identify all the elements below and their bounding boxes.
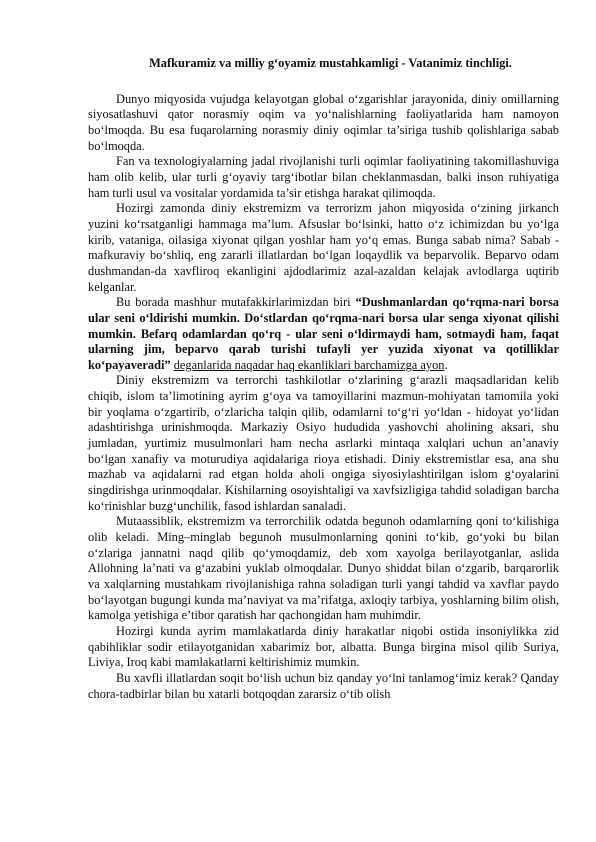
quote-lead: Bu borada mashhur mutafakkirlarimizdan biri — [116, 295, 356, 310]
paragraph-quote — [88, 295, 559, 373]
document-title: Mafkuramiz va milliy g‘oyamiz mustahkamligi - Vatanimiz tinchligi. — [149, 56, 512, 70]
paragraph: Dunyo miqyosida vujudga kelayotgan global o‘zgarishlar jarayonida, diniy omillarning siyosatlashuvi qator norasmiy oqim va yo‘nalishlarning faoliyatlarida ham namoyon bo‘lmoqda. Bu esa fuqarolarning norasmiy diniy oqimlar ta’siriga tushib qolishlariga sabab bo‘lmoqda. — [88, 91, 559, 153]
underlined-text: deganlarida naqadar haq ekanliklari barchamizga ayon — [173, 357, 445, 372]
paragraph: Bu xavfli illatlardan soqit bo‘lish uchun biz qanday yo‘lni tanlamog‘imiz kerak? Qanday chora-tadbirlar bilan bu xatarli botqoqdan zararsiz o‘tib olish — [88, 670, 559, 701]
paragraph: Mutaassiblik, ekstremizm va terrorchilik odatda begunoh odamlarning qoni to‘kilishiga olib keladi. Ming–minglab begunoh musulmonlarning qonini to‘kib, go‘yoki bu bilan o‘zlariga jannatni naqd qilib qo‘ymoqdamiz, deb xom xayolga berilayotganlar, aslida Allohning la’nati va g‘azabini yuklab olmoqdalar. Dunyo shiddat bilan o‘zgarib, barqarorlik va xalqlarning mustahkam rivojlanishiga rahna soladigan turli yangi tahdid va xavflar paydo bo‘layotgan bugungi kunda ma’naviyat va ma’rifatga, axloqiy tarbiya, yoshlarning bilim olish, kamolga yetishiga e’tibor qaratish har qachongidan ham muhimdir. — [88, 514, 559, 623]
quote-tail: . — [444, 357, 448, 372]
paragraph: Hozirgi kunda ayrim mamlakatlarda diniy harakatlar niqobi ostida insoniylikka zid qabihliklar sodir etilayotganidan xabarimiz bor, albatta. Bunga birgina misol qilib Suriya, Liviya, Iroq kabi mamlakatlarni keltirishimiz mumkin. — [88, 623, 559, 670]
paragraph: Hozirgi zamonda diniy ekstremizm va terrorizm jahon miqyosida o‘zining jirkanch yuzini ko‘rsatganligi hammaga ma’lum. Afsuslar bo‘lsinki, hatto o‘z ichimizdan bu yo‘lga kirib, vataniga, oilasiga xiyonat qilgan yoshlar ham yo‘q emas. Bunga sabab nima? Sabab - mafkuraviy bo‘shliq, eng zararli illatlardan bo‘lgan loqaydlik va beparvolik. Beparvo odam dushmandan-da xavfliroq ekanligini ajdodlarimiz azal-azaldan kelajak avlodlarga uqtirib kelganlar. — [88, 201, 559, 294]
document-body — [88, 56, 559, 702]
paragraph: Diniy ekstremizm va terrorchi tashkilotlar o‘zlarining g‘arazli maqsadlaridan kelib chiqib, islom ta’limotining ayrim g‘oya va tamoyillarini mazmun-mohiyatan tamomila yoki bir yoqlama o‘zgartirib, o‘zlaricha talqin qilib, odamlarni to‘g‘ri yo‘ldan - hidoyat yo‘lidan adashtirishga urinishmoqda. Markaziy Osiyo hududida yashovchi aholining aksari, shu jumladan, yurtimiz musulmonlari ham necha asrlarki mintaqa xalqlari uchun an’anaviy bo‘lgan xanafiy va moturudiya aqidalariga rioya etishadi. Diniy ekstremistlar esa, ana shu mazhab va aqidalarni rad etgan holda aholi ongiga siyosiylashtirilgan islom g‘oyalarini singdirishga urinmoqdalar. Kishilarning osoyishtaligi va xavfsizligiga tahdid soladigan barcha ko‘rinishlar buzg‘unchilik, fasod ishlardan sanaladi. — [88, 373, 559, 513]
quote-text: “Dushmanlardan qo‘rqma-nari borsa ular seni o‘ldirishi mumkin. Do‘stlardan qo‘rqma-nari borsa ular senga xiyonat qilishi mumkin. Befarq odamlardan qo‘rq - ular seni o‘ldirmaydi ham, sotmaydi ham, faqat ularning jim, beparvo qarab turishi tufayli yer yuzida xiyonat va qotilliklar ko‘payaveradi” — [88, 295, 559, 372]
paragraph: Fan va texnologiyalarning jadal rivojlanishi turli oqimlar faoliyatining takomillashuviga ham olib kelib, ular turli g‘oyaviy targ‘ibotlar bilan cheklanmasdan, balki inson ruhiyatiga ham turli usul va vositalar yordamida ta’sir etishga harakat qilimoqda. — [88, 154, 559, 200]
